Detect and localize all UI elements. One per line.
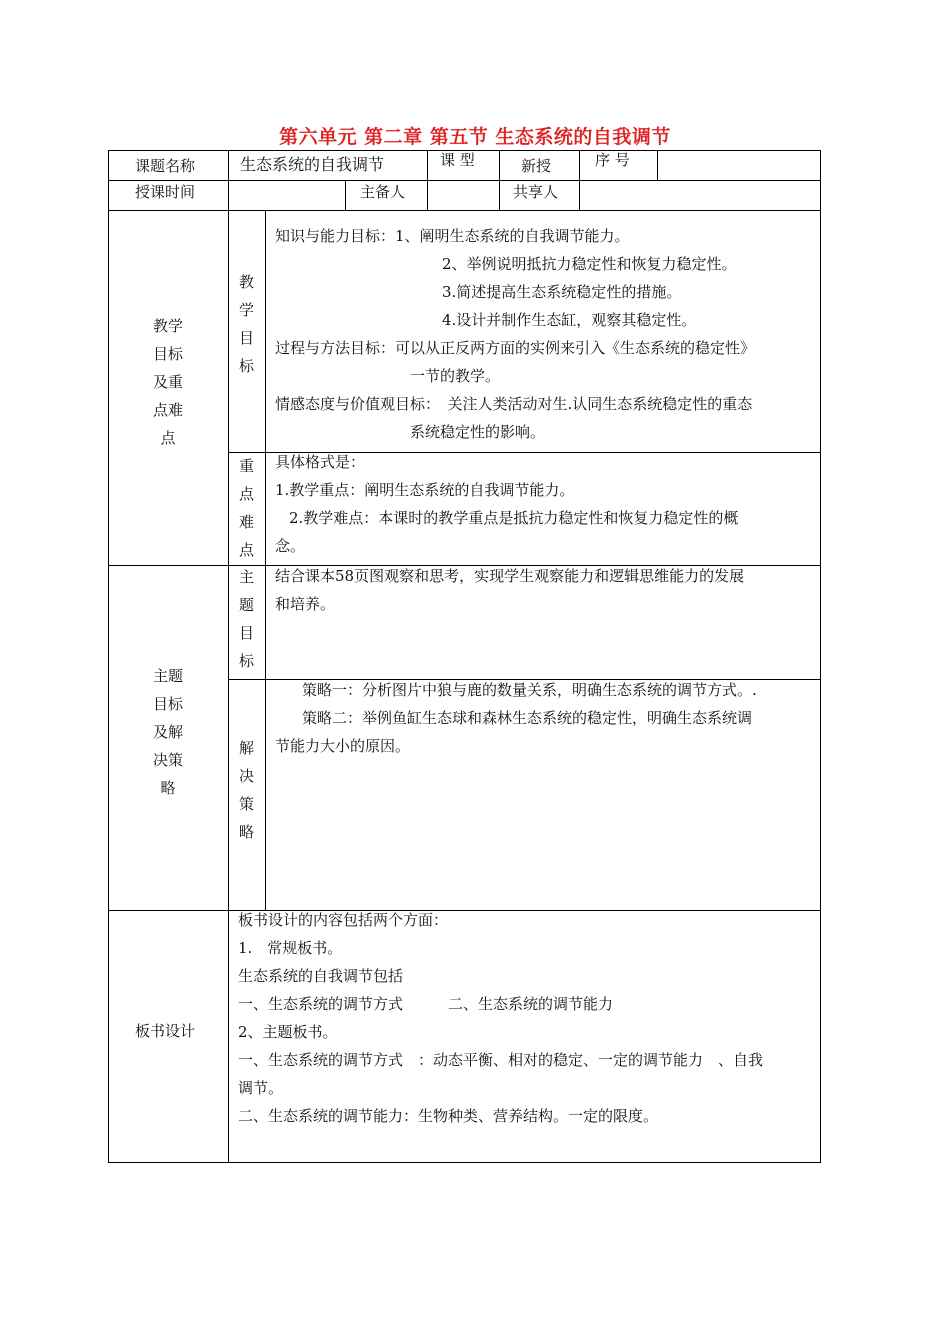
board-line-8: 二、生态系统的调节能力：生物种类、营养结构。一定的限度。 (238, 1107, 659, 1125)
process-goal-1: 过程与方法目标：可以从正反两方面的实例来引入《生态系统的稳定性》 (275, 339, 756, 357)
board-line-7: 调节。 (238, 1079, 284, 1097)
board-line-4: 一、生态系统的调节方式 二、生态系统的调节能力 (238, 995, 614, 1013)
sharer-label: 共享人 (513, 183, 559, 201)
theme-goal-label: 主 题 目 标 (238, 568, 254, 670)
preparer-label: 主备人 (360, 183, 406, 201)
knowledge-goal-4: 4.设计并制作生态缸，观察其稳定性。 (442, 311, 697, 329)
theme-goal-line-1: 结合课本58页图观察和思考，实现学生观察能力和逻辑思维能力的发展 (275, 567, 745, 585)
strategy-one: 策略一：分析图片中狼与鹿的数量关系，明确生态系统的调节方式。. (302, 681, 757, 699)
lesson-type-label: 课 型 (440, 151, 475, 169)
board-line-2: 1. 常规板书。 (238, 939, 343, 957)
emotion-goal-1: 情感态度与价值观目标： 关注人类活动对生.认同生态系统稳定性的重态 (275, 395, 753, 413)
theme-goal-line-2: 和培养。 (275, 595, 336, 613)
document-title: 第六单元 第二章 第五节 生态系统的自我调节 (279, 126, 671, 148)
section-theme-label: 主题 目标 及解 决策 略 (152, 667, 183, 797)
goals-label: 教 学 目 标 (238, 273, 254, 375)
board-line-1: 板书设计的内容包括两个方面： (238, 911, 449, 929)
knowledge-goal-1: 知识与能力目标：1、阐明生态系统的自我调节能力。 (275, 227, 630, 245)
difficult-point-line-cont: 念。 (275, 537, 306, 555)
key-format-line: 具体格式是： (275, 453, 366, 471)
strategy-two: 策略二：举例鱼缸生态球和森林生态系统的稳定性，明确生态系统调 (302, 709, 753, 727)
knowledge-goal-2: 2、举例说明抵抗力稳定性和恢复力稳定性。 (442, 255, 737, 273)
section-teaching-goals-label: 教学 目标 及重 点难 点 (152, 317, 183, 447)
key-points-label: 重 点 难 点 (238, 457, 254, 559)
time-label: 授课时间 (135, 183, 196, 201)
sequence-label: 序 号 (595, 151, 630, 169)
topic-label: 课题名称 (135, 157, 196, 175)
strategy-label: 解 决 策 略 (238, 739, 254, 841)
board-line-5: 2、主题板书。 (238, 1023, 338, 1041)
key-point-line: 1.教学重点：阐明生态系统的自我调节能力。 (275, 481, 575, 499)
board-line-3: 生态系统的自我调节包括 (238, 967, 404, 985)
knowledge-goal-3: 3.简述提高生态系统稳定性的措施。 (442, 283, 682, 301)
board-design-label: 板书设计 (135, 1022, 196, 1040)
emotion-goal-2: 系统稳定性的影响。 (410, 423, 546, 441)
difficult-point-line: 2.教学难点：本课时的教学重点是抵抗力稳定性和恢复力稳定性的概 (289, 509, 739, 527)
strategy-two-cont: 节能力大小的原因。 (275, 737, 411, 755)
process-goal-2: 一节的教学。 (410, 367, 501, 385)
topic-value: 生态系统的自我调节 (240, 155, 385, 174)
board-line-6: 一、生态系统的调节方式 ：动态平衡、相对的稳定、一定的调节能力 、自我 (238, 1051, 764, 1069)
lesson-type-value: 新授 (521, 157, 552, 175)
